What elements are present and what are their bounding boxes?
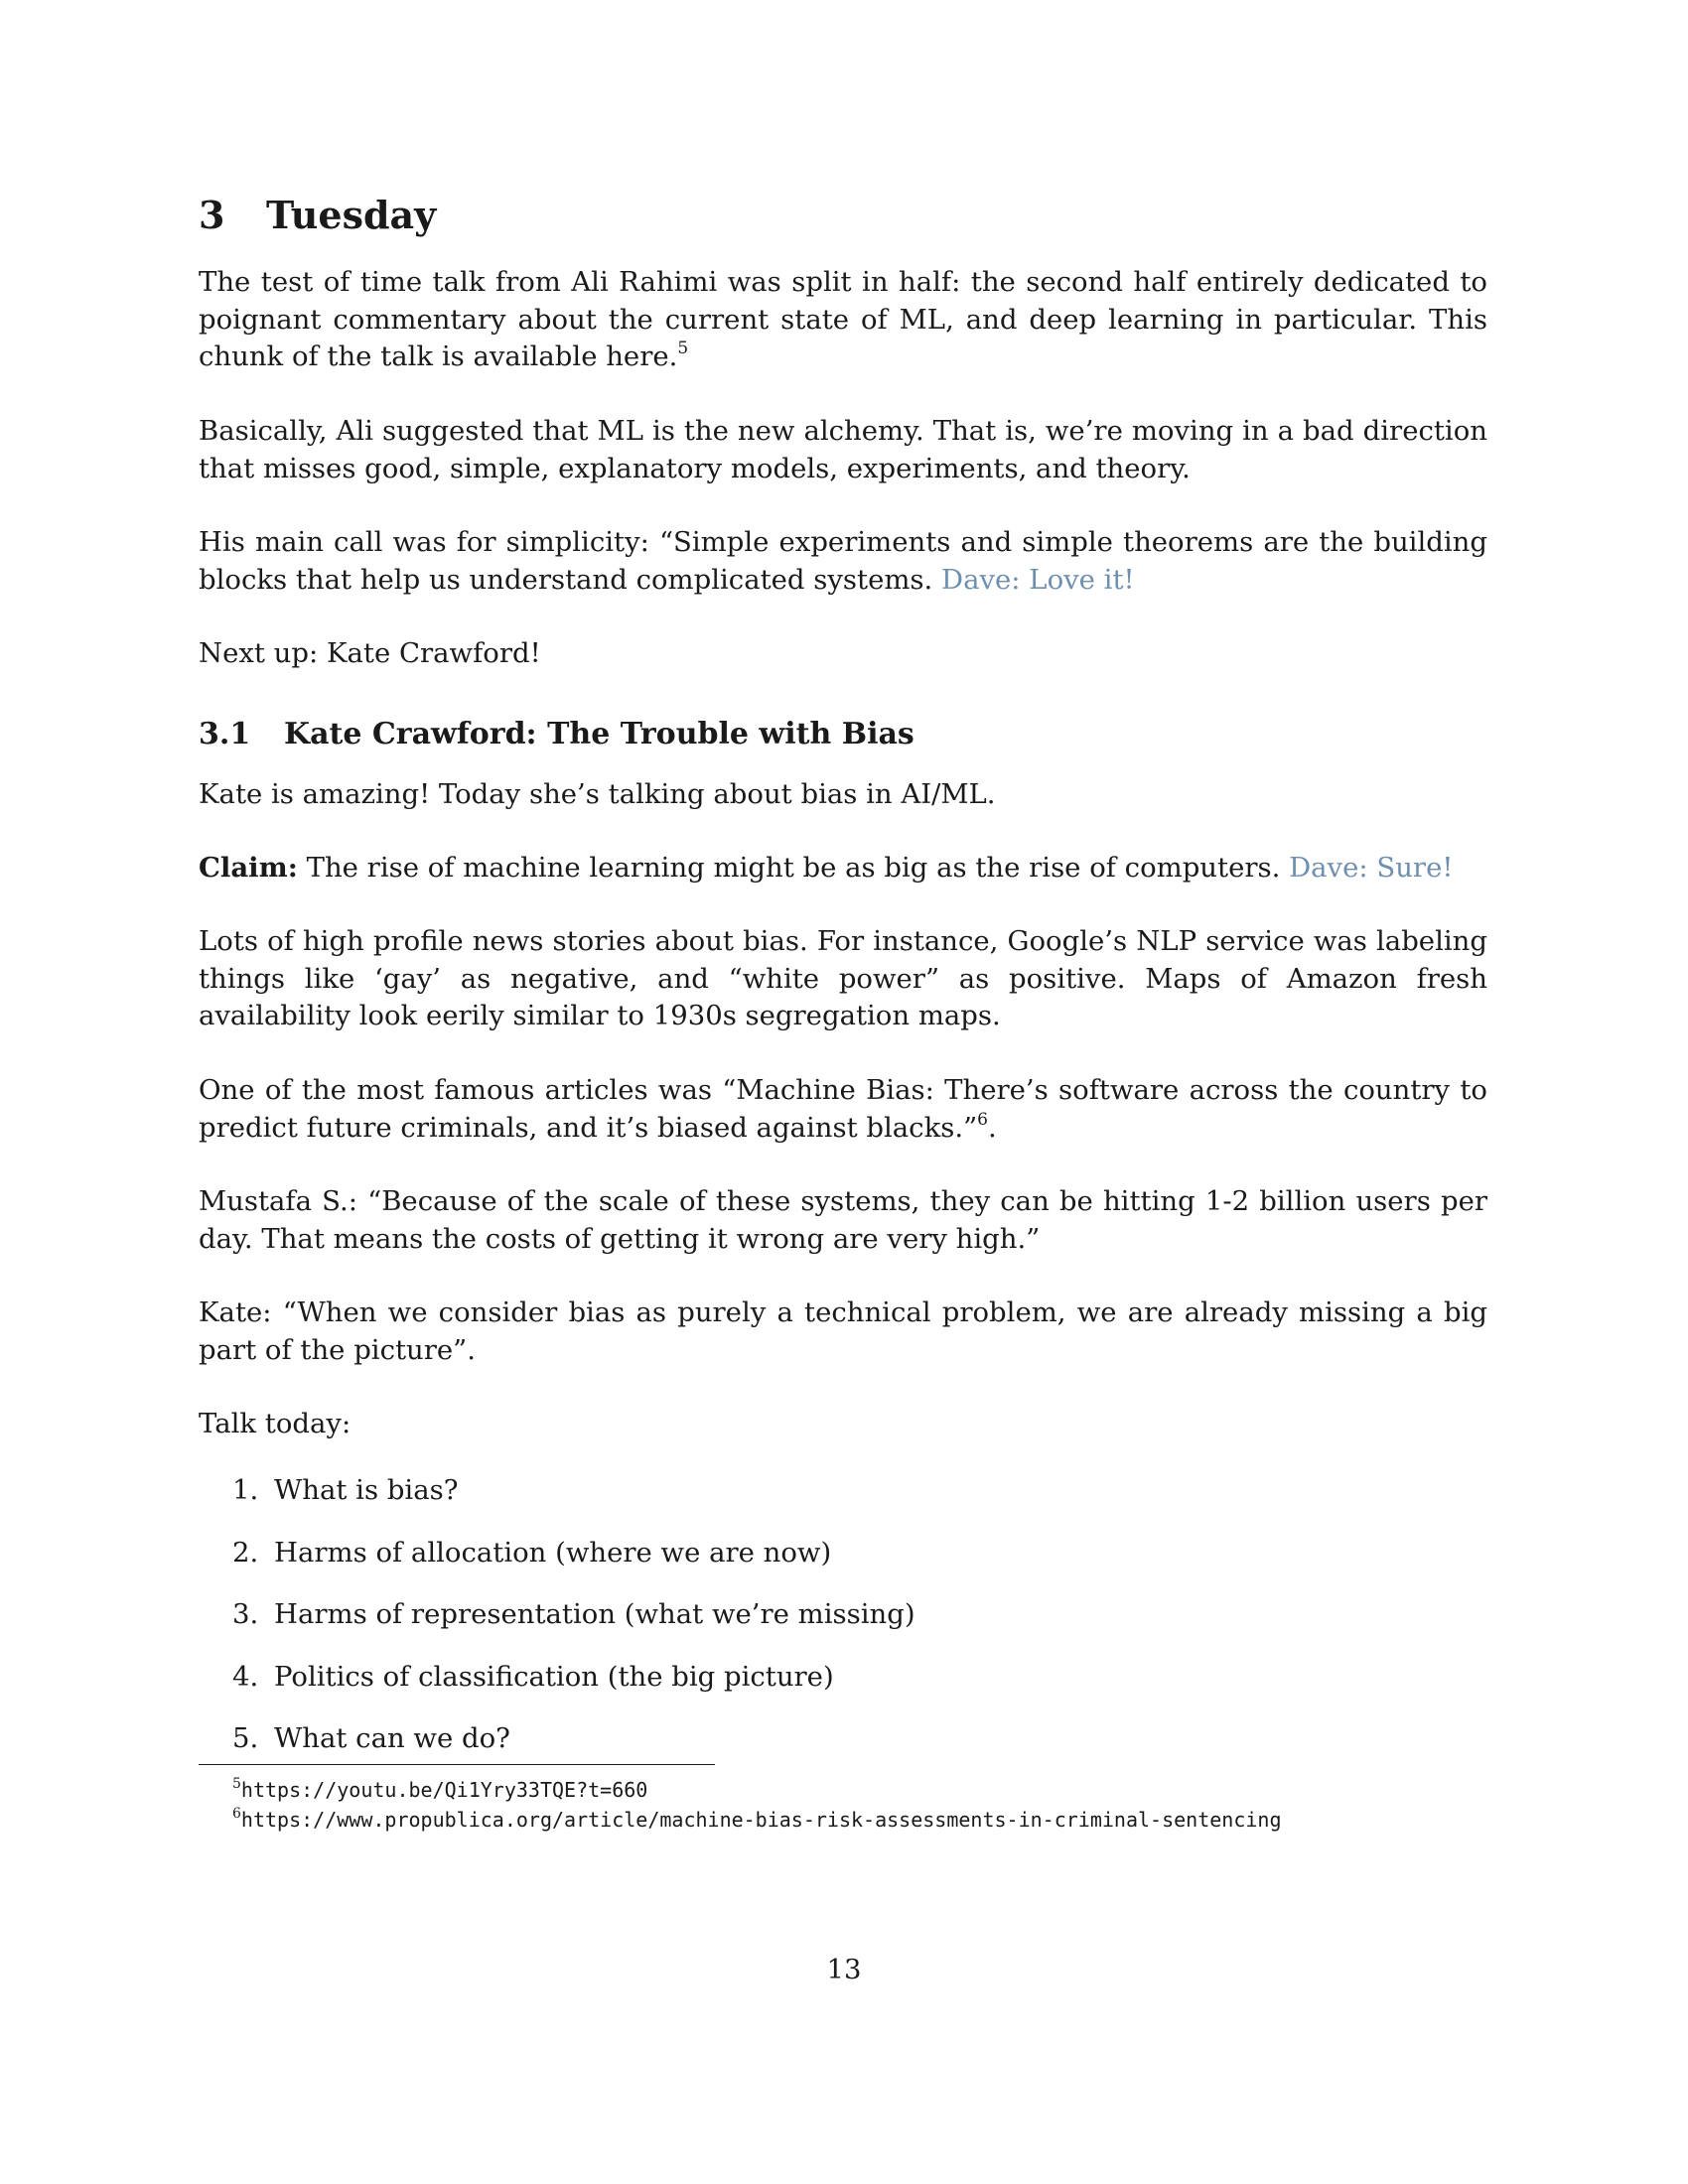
subsection-number: 3.1 (199, 717, 251, 751)
list-marker: 5. (232, 1722, 259, 1754)
talk-outline-list (232, 1472, 915, 1783)
paragraph-alchemy (199, 413, 1487, 487)
subsection-title: Kate Crawford: The Trouble with Bias (284, 717, 914, 751)
list-item-text: Harms of allocation (where we are now) (274, 1536, 832, 1569)
claim-label: Claim: (199, 852, 298, 884)
paragraph-kate-quote (199, 1295, 1487, 1369)
list-item (232, 1596, 915, 1659)
paragraph-text: Basically, Ali suggested that ML is the new alchemy. That is, we’re moving in a bad direction that misses good, simple, explanatory models, experiments, and theory. (199, 415, 1487, 484)
list-item-text: What is bias? (274, 1474, 459, 1506)
list-item-text: What can we do? (274, 1722, 510, 1754)
footnote-link[interactable]: https://www.propublica.org/article/machine-bias-risk-assessments-in-criminal-sentencing (240, 1808, 1282, 1832)
paragraph-text: Kate: “When we consider bias as purely a technical problem, we are already missing a big part of the picture”. (199, 1297, 1487, 1366)
page-number: 13 (826, 1954, 862, 1985)
section-title: Tuesday (266, 193, 437, 237)
section-heading (199, 191, 436, 240)
list-item-text: Politics of classification (the big picture) (274, 1660, 834, 1693)
footnote-divider (199, 1764, 715, 1765)
paragraph-text: One of the most famous articles was “Machine Bias: There’s software across the country to predict future criminals, and it’s biased against blacks.” (199, 1074, 1487, 1144)
paragraph-text: . (987, 1111, 997, 1144)
footnote-mark: 6 (232, 1806, 241, 1822)
paragraph-text: Talk today: (199, 1408, 352, 1439)
paragraph-mustafa (199, 1183, 1487, 1258)
paragraph-text: The rise of machine learning might be as big as the rise of computers. (306, 852, 1281, 884)
footnote-ref[interactable]: 5 (677, 339, 689, 358)
paragraph-text: Kate is amazing! Today she’s talking about bias in AI/ML. (199, 778, 996, 810)
paragraph-simplicity (199, 524, 1487, 599)
section-number: 3 (199, 193, 225, 237)
list-item (232, 1472, 915, 1535)
paragraph-machine-bias (199, 1072, 1487, 1147)
paragraph-claim (199, 850, 1487, 887)
paragraph-kate-intro (199, 776, 1487, 814)
paragraph-text: Lots of high profile news stories about bias. For instance, Google’s NLP service was labeling things like ‘gay’ as negative, and “white power” as positive. Maps of Amazon fresh availability look eerily similar to 1930s segregation maps. (199, 925, 1487, 1031)
list-item (232, 1535, 915, 1597)
dave-note: Dave: Love it! (941, 563, 1135, 596)
paragraph-news-stories (199, 923, 1487, 1035)
footnote-6[interactable] (232, 1807, 1282, 1833)
list-item (232, 1720, 915, 1783)
paragraph-rahimi-talk (199, 264, 1487, 376)
footnote-5[interactable] (232, 1777, 647, 1803)
paragraph-text: Next up: Kate Crawford! (199, 637, 541, 669)
footnote-mark: 5 (232, 1776, 241, 1792)
paragraph-text: His main call was for simplicity: “Simple experiments and simple theorems are the building blocks that help us understand complicated systems. (199, 526, 1487, 596)
subsection-heading (199, 715, 914, 754)
list-marker: 3. (232, 1598, 259, 1630)
footnote-link[interactable]: https://youtu.be/Qi1Yry33TQE?t=660 (240, 1778, 648, 1802)
dave-note: Dave: Sure! (1289, 852, 1454, 884)
paragraph-text: The test of time talk from Ali Rahimi was split in half: the second half entirely dedicated to poignant commentary about the current state of ML, and deep learning in particular. This chunk of the talk is available here. (199, 266, 1487, 372)
paragraph-text: Mustafa S.: “Because of the scale of these systems, they can be hitting 1-2 billion users per day. That means the costs of getting it wrong are very high.” (199, 1185, 1487, 1255)
list-marker: 4. (232, 1660, 259, 1693)
paragraph-next-up (199, 635, 1487, 673)
list-item (232, 1659, 915, 1721)
list-item-text: Harms of representation (what we’re missing) (274, 1598, 915, 1630)
footnote-ref[interactable]: 6 (977, 1109, 988, 1130)
list-marker: 1. (232, 1474, 259, 1506)
list-marker: 2. (232, 1536, 259, 1569)
paragraph-talk-today (199, 1406, 1487, 1443)
